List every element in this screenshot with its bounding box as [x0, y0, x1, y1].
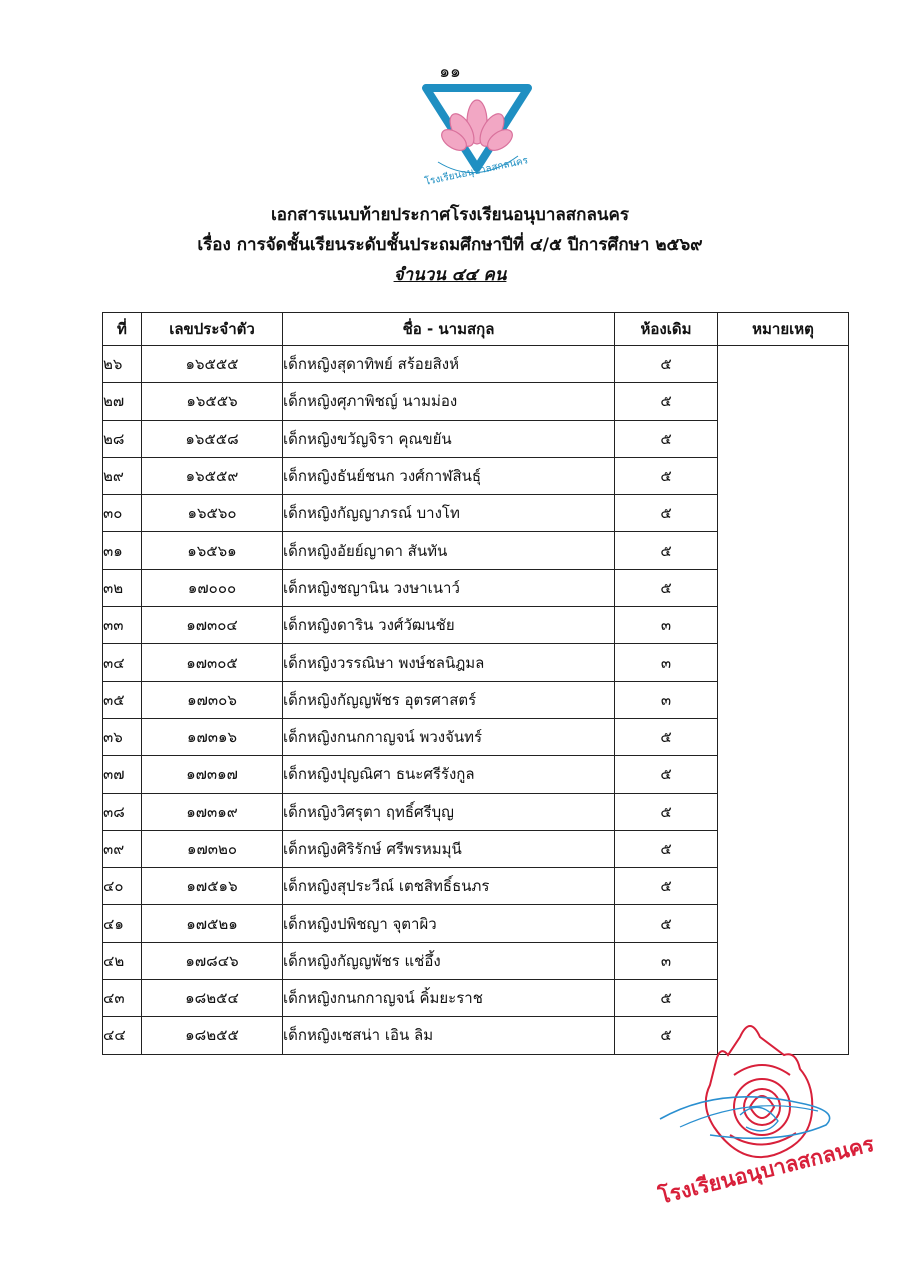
previous-room: ๕	[615, 793, 718, 830]
row-number: ๓๒	[103, 569, 142, 606]
student-name: เด็กหญิงธันย์ชนก วงศ์กาฬสินธุ์	[283, 457, 615, 494]
previous-room: ๕	[615, 905, 718, 942]
student-id: ๑๗๓๐๖	[142, 681, 283, 718]
student-name: เด็กหญิงสุประวีณ์ เตชสิทธิ์ธนภร	[283, 868, 615, 905]
previous-room: ๓	[615, 644, 718, 681]
row-number: ๓๐	[103, 495, 142, 532]
column-header-room: ห้องเดิม	[615, 313, 718, 346]
column-header-id: เลขประจำตัว	[142, 313, 283, 346]
student-id: ๑๗๓๐๔	[142, 607, 283, 644]
row-number: ๓๕	[103, 681, 142, 718]
row-number: ๔๒	[103, 942, 142, 979]
student-name: เด็กหญิงวิศรุตา ฤทธิ์ศรีบุญ	[283, 793, 615, 830]
school-logo-icon	[418, 82, 536, 188]
previous-room: ๓	[615, 681, 718, 718]
student-name: เด็กหญิงอัยย์ญาดา สันทัน	[283, 532, 615, 569]
student-id: ๑๗๕๑๖	[142, 868, 283, 905]
student-id: ๑๗๕๒๑	[142, 905, 283, 942]
student-id: ๑๗๓๑๙	[142, 793, 283, 830]
student-id: ๑๗๓๑๖	[142, 718, 283, 755]
row-number: ๓๙	[103, 830, 142, 867]
student-id: ๑๖๕๕๕	[142, 346, 283, 383]
column-header-note: หมายเหตุ	[718, 313, 849, 346]
document-header	[0, 200, 900, 290]
student-name: เด็กหญิงเซสน่า เอิน ลิม	[283, 1017, 615, 1054]
student-name: เด็กหญิงกนกกาญจน์ คิ้มยะราช	[283, 980, 615, 1017]
previous-room: ๕	[615, 420, 718, 457]
previous-room: ๕	[615, 346, 718, 383]
table-header-row	[103, 313, 849, 346]
student-name: เด็กหญิงปุญณิศา ธนะศรีรังกูล	[283, 756, 615, 793]
column-header-name: ชื่อ - นามสกุล	[283, 313, 615, 346]
previous-room: ๕	[615, 569, 718, 606]
student-name: เด็กหญิงดาริน วงศ์วัฒนชัย	[283, 607, 615, 644]
previous-room: ๕	[615, 980, 718, 1017]
previous-room: ๓	[615, 942, 718, 979]
student-id: ๑๗๓๒๐	[142, 830, 283, 867]
student-id: ๑๖๕๕๖	[142, 383, 283, 420]
row-number: ๒๙	[103, 457, 142, 494]
row-number: ๓๓	[103, 607, 142, 644]
student-id: ๑๖๕๖๐	[142, 495, 283, 532]
student-name: เด็กหญิงศุภาพิชญ์ นามม่อง	[283, 383, 615, 420]
previous-room: ๕	[615, 718, 718, 755]
table-row	[103, 346, 849, 383]
row-number: ๓๖	[103, 718, 142, 755]
student-id: ๑๘๒๕๔	[142, 980, 283, 1017]
student-name: เด็กหญิงสุดาทิพย์ สร้อยสิงห์	[283, 346, 615, 383]
student-name: เด็กหญิงกัญญพัชร อุตรศาสตร์	[283, 681, 615, 718]
announcement-title: เอกสารแนบท้ายประกาศโรงเรียนอนุบาลสกลนคร	[270, 205, 629, 225]
seal-text: โรงเรียนอนุบาลสกลนคร	[656, 1131, 877, 1209]
previous-room: ๕	[615, 756, 718, 793]
row-number: ๔๐	[103, 868, 142, 905]
previous-room: ๕	[615, 868, 718, 905]
student-id: ๑๘๒๕๕	[142, 1017, 283, 1054]
previous-room: ๕	[615, 457, 718, 494]
student-id: ๑๖๕๕๙	[142, 457, 283, 494]
student-name: เด็กหญิงขวัญจิรา คุณขยัน	[283, 420, 615, 457]
row-number: ๓๔	[103, 644, 142, 681]
previous-room: ๕	[615, 830, 718, 867]
logo-text: โรงเรียนอนุบาลสกลนคร	[423, 155, 530, 188]
student-name: เด็กหญิงกัญญาภรณ์ บางโท	[283, 495, 615, 532]
row-number: ๒๘	[103, 420, 142, 457]
row-number: ๒๖	[103, 346, 142, 383]
student-name: เด็กหญิงกัญญพัชร แช่อึ้ง	[283, 942, 615, 979]
remarks-cell	[718, 346, 849, 1055]
row-number: ๒๗	[103, 383, 142, 420]
row-number: ๓๑	[103, 532, 142, 569]
announcement-subject: เรื่อง การจัดชั้นเรียนระดับชั้นประถมศึกษาปีที่ ๔/๕ ปีการศึกษา ๒๕๖๙	[197, 235, 703, 255]
student-name: เด็กหญิงศิริรักษ์ ศรีพรหมมุนี	[283, 830, 615, 867]
student-id: ๑๗๘๔๖	[142, 942, 283, 979]
student-id: ๑๖๕๕๘	[142, 420, 283, 457]
student-name: เด็กหญิงชญานิน วงษาเนาว์	[283, 569, 615, 606]
row-number: ๔๔	[103, 1017, 142, 1054]
student-name: เด็กหญิงกนกกาญจน์ พวงจันทร์	[283, 718, 615, 755]
previous-room: ๕	[615, 383, 718, 420]
row-number: ๔๓	[103, 980, 142, 1017]
previous-room: ๓	[615, 607, 718, 644]
student-id: ๑๗๓๐๕	[142, 644, 283, 681]
student-id: ๑๗๓๑๗	[142, 756, 283, 793]
row-number: ๔๑	[103, 905, 142, 942]
column-header-no: ที่	[103, 313, 142, 346]
school-seal-icon	[650, 1015, 877, 1209]
student-count: จำนวน ๔๔ คน	[393, 265, 507, 285]
student-roster-table	[102, 312, 849, 1055]
student-name: เด็กหญิงวรรณิษา พงษ์ชลนิฎมล	[283, 644, 615, 681]
previous-room: ๕	[615, 532, 718, 569]
page-number: ๑๑	[439, 62, 461, 82]
row-number: ๓๘	[103, 793, 142, 830]
student-name: เด็กหญิงปพิชญา จุตาผิว	[283, 905, 615, 942]
row-number: ๓๗	[103, 756, 142, 793]
previous-room: ๕	[615, 495, 718, 532]
previous-room: ๕	[615, 1017, 718, 1054]
student-id: ๑๗๐๐๐	[142, 569, 283, 606]
student-id: ๑๖๕๖๑	[142, 532, 283, 569]
